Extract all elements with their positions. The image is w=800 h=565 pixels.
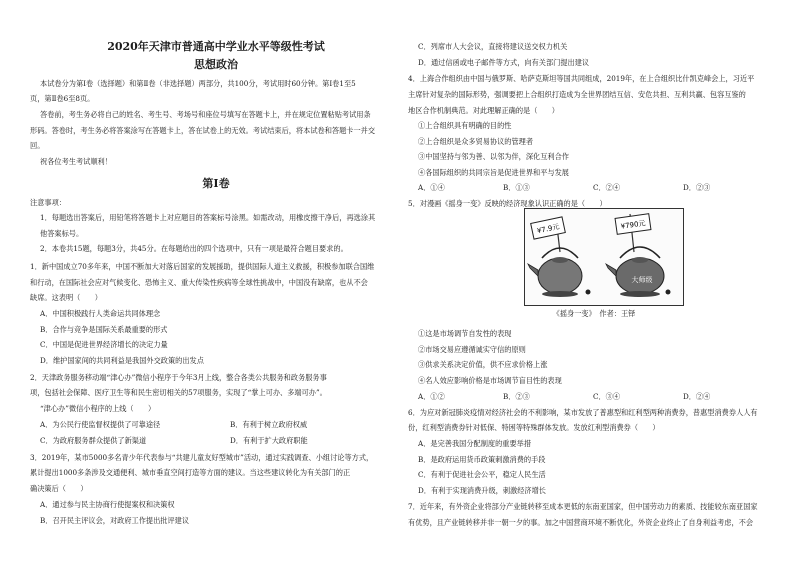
intro-line: 祝各位考生考试顺利！ [40, 157, 112, 166]
q5-option-d: D．②④ [683, 392, 711, 401]
q4-option-a: A．①④ [418, 183, 445, 192]
q5-item: ③供求关系决定价值，供不应求价格上涨 [418, 360, 548, 369]
sign-left-text: ¥7.9元 [536, 222, 561, 236]
q3-option-c: C．列席市人大会议，直接将建议送交权力机关 [418, 42, 568, 51]
q5-option-c: C．③④ [593, 392, 621, 401]
q4-option-c: C．②④ [593, 183, 621, 192]
intro-line: 回。 [30, 141, 45, 150]
q4-option-d: D．②③ [683, 183, 711, 192]
q5-item: ④名人效应影响价格是市场调节盲目性的表现 [418, 376, 562, 385]
notes-line: 1．每题选出答案后，用铅笔将答题卡上对应题目的答案标号涂黑。如需改动，用橡皮擦干净后，再选涂其 [40, 213, 376, 222]
q6-option-b: B．是政府运用货币政策刺激消费的手段 [418, 455, 546, 464]
q5-option-b: B．②③ [503, 392, 530, 401]
q6-option-a: A．是完善我国分配制度的重要举措 [418, 439, 532, 448]
notes-line: 他答案标号。 [40, 229, 84, 238]
stool-left [586, 290, 591, 295]
sign-right-text: ¥790元 [620, 219, 646, 231]
q5-item: ②市场交易应遵循诚实守信的原则 [418, 345, 526, 354]
q3-stem: 累计提出1000多条涉及交通便利、城市垂直空间打造等方面的建议。当这些建议转化为有关部门的正 [30, 468, 351, 477]
notes-heading: 注意事项： [30, 198, 66, 207]
q4-item: ④各国际组织的共同宗旨是促进世界和平与发展 [418, 168, 569, 177]
intro-line: 答卷前，考生务必将自己的姓名、考生号、考场号和座位号填写在答题卡上，并在规定位置粘贴考试用条 [40, 110, 371, 119]
teapot-brand-text: 大师级 [631, 276, 653, 284]
q1-stem: 1．新中国成立70多年来，中国不断加大对落后国家的发展援助，提供国际人道主义救援，积极参加联合国维 [30, 262, 375, 271]
q6-stem: 份，红利型消费券针对低保、特困等特殊群体发放。发放红利型消费券（ ） [408, 423, 660, 432]
q2-option-d: D．有利于扩大政府职能 [230, 436, 308, 445]
q1-option-d: D．维护国家间的共同利益是我国外交政策的出发点 [40, 356, 204, 365]
q3-option-d: D．通过信函或电子邮件等方式，向有关部门提出建议 [418, 58, 590, 67]
q4-item: ③中国坚持与邻为善、以邻为伴，深化互利合作 [418, 152, 569, 161]
q1-option-a: A．中国积极践行人类命运共同体理念 [40, 309, 161, 318]
intro-line: 本试卷分为第Ⅰ卷（选择题）和第Ⅱ卷（非选择题）两部分，共100分，考试用时60分钟。第Ⅰ卷1至5 [40, 79, 356, 88]
q3-stem: 确决策后（ ） [30, 484, 88, 493]
notes-line: 2．本卷共15题，每题3分，共45分。在每题给出的四个选项中，只有一项是最符合题目要求的。 [40, 244, 348, 253]
stool-right [666, 290, 671, 295]
q4-option-b: B．①③ [503, 183, 530, 192]
part-title: 第Ⅰ卷 [202, 177, 230, 190]
intro-line: 页，第Ⅱ卷6至8页。 [30, 94, 95, 103]
q2-stem: “津心办”微信小程序的上线（ ） [40, 404, 156, 413]
q6-option-c: C．有利于促进社会公平，稳定人民生活 [418, 470, 546, 479]
q2-stem: 2．天津政务服务移动端“津心办”微信小程序于今年3月上线，整合各类公共服务和政务服务事 [30, 373, 327, 382]
q5-item: ①这是市场调节自发性的表现 [418, 329, 512, 338]
q2-option-b: B．有利于树立政府权威 [230, 420, 308, 429]
q5-option-a: A．①② [418, 392, 445, 401]
q7-stem: 7．近年来，有外资企业将部分产业链转移至成本更低的东南亚国家，但中国劳动力的素质、技能较东南亚国家 [408, 502, 758, 511]
q2-option-a: A．为公民行使监督权提供了可靠途径 [40, 420, 161, 429]
q3-stem: 3．2019年，某市5000多名青少年代表参与“共建儿童友好型城市”活动，通过实践调查、小组讨论等方式， [30, 453, 374, 462]
q4-item: ①上合组织具有明确的目的性 [418, 121, 512, 130]
cartoon-caption: 《摇身一变》 作者：王铎 [552, 309, 636, 318]
q4-stem: 4．上海合作组织由中国与俄罗斯、哈萨克斯坦等国共同组成，2019年，在上合组织比什凯克峰会上，习近平 [408, 74, 755, 83]
q6-option-d: D．有利于实现消费升级，刺激经济增长 [418, 486, 546, 495]
exam-title: 2020年天津市普通高中学业水平等级性考试 [107, 40, 325, 53]
q1-stem: 和行动，在国际社会应对气候变化、恐怖主义、重大传染性疾病等全球性挑战中，中国没有缺席，也从不会 [30, 278, 368, 287]
q7-stem: 有优势，且产业链转移并非一朝一夕的事。加之中国营商环境不断优化，外资企业终止了自身利益考虑，不会 [408, 518, 754, 527]
q1-option-b: B．合作与竞争是国际关系最重要的形式 [40, 325, 168, 334]
intro-line: 形码。答卷时，考生务必将答案涂写在答题卡上，答在试卷上的无效。考试结束后，将本试卷和答题卡一并交 [30, 126, 376, 135]
q1-option-c: C．中国是促进世界经济增长的决定力量 [40, 340, 168, 349]
q2-option-c: C．为政府服务群众提供了新渠道 [40, 436, 147, 445]
q5-stem: 5．对漫画《摇身一变》反映的经济现象认识正确的是（ ） [408, 199, 607, 208]
q4-stem: 主席针对复杂的国际形势，强调要把上合组织打造成为全世界团结互信、安危共担、互利共赢、包容互鉴的 [408, 90, 746, 99]
q6-stem: 6．为应对新冠肺炎疫情对经济社会的不利影响，某市发放了普惠型和红利型两种消费券，普惠型消费券人人有 [408, 408, 758, 417]
cartoon-illustration [524, 208, 684, 306]
q4-stem: 地区合作机制典范。对此理解正确的是（ ） [408, 106, 559, 115]
q4-item: ②上合组织是众多贸易协议的管理者 [418, 137, 534, 146]
subject-title: 思想政治 [194, 58, 238, 71]
q3-option-b: B．召开民主评议会，对政府工作提出批评建议 [40, 516, 190, 525]
q1-stem: 缺席。这表明（ ） [30, 293, 102, 302]
q3-option-a: A．通过参与民主协商行使提案权和决策权 [40, 500, 175, 509]
q2-stem: 项，包括社会保障、医疗卫生等和民生密切相关的57项服务，实现了“掌上可办、多端可办”。 [30, 388, 327, 397]
